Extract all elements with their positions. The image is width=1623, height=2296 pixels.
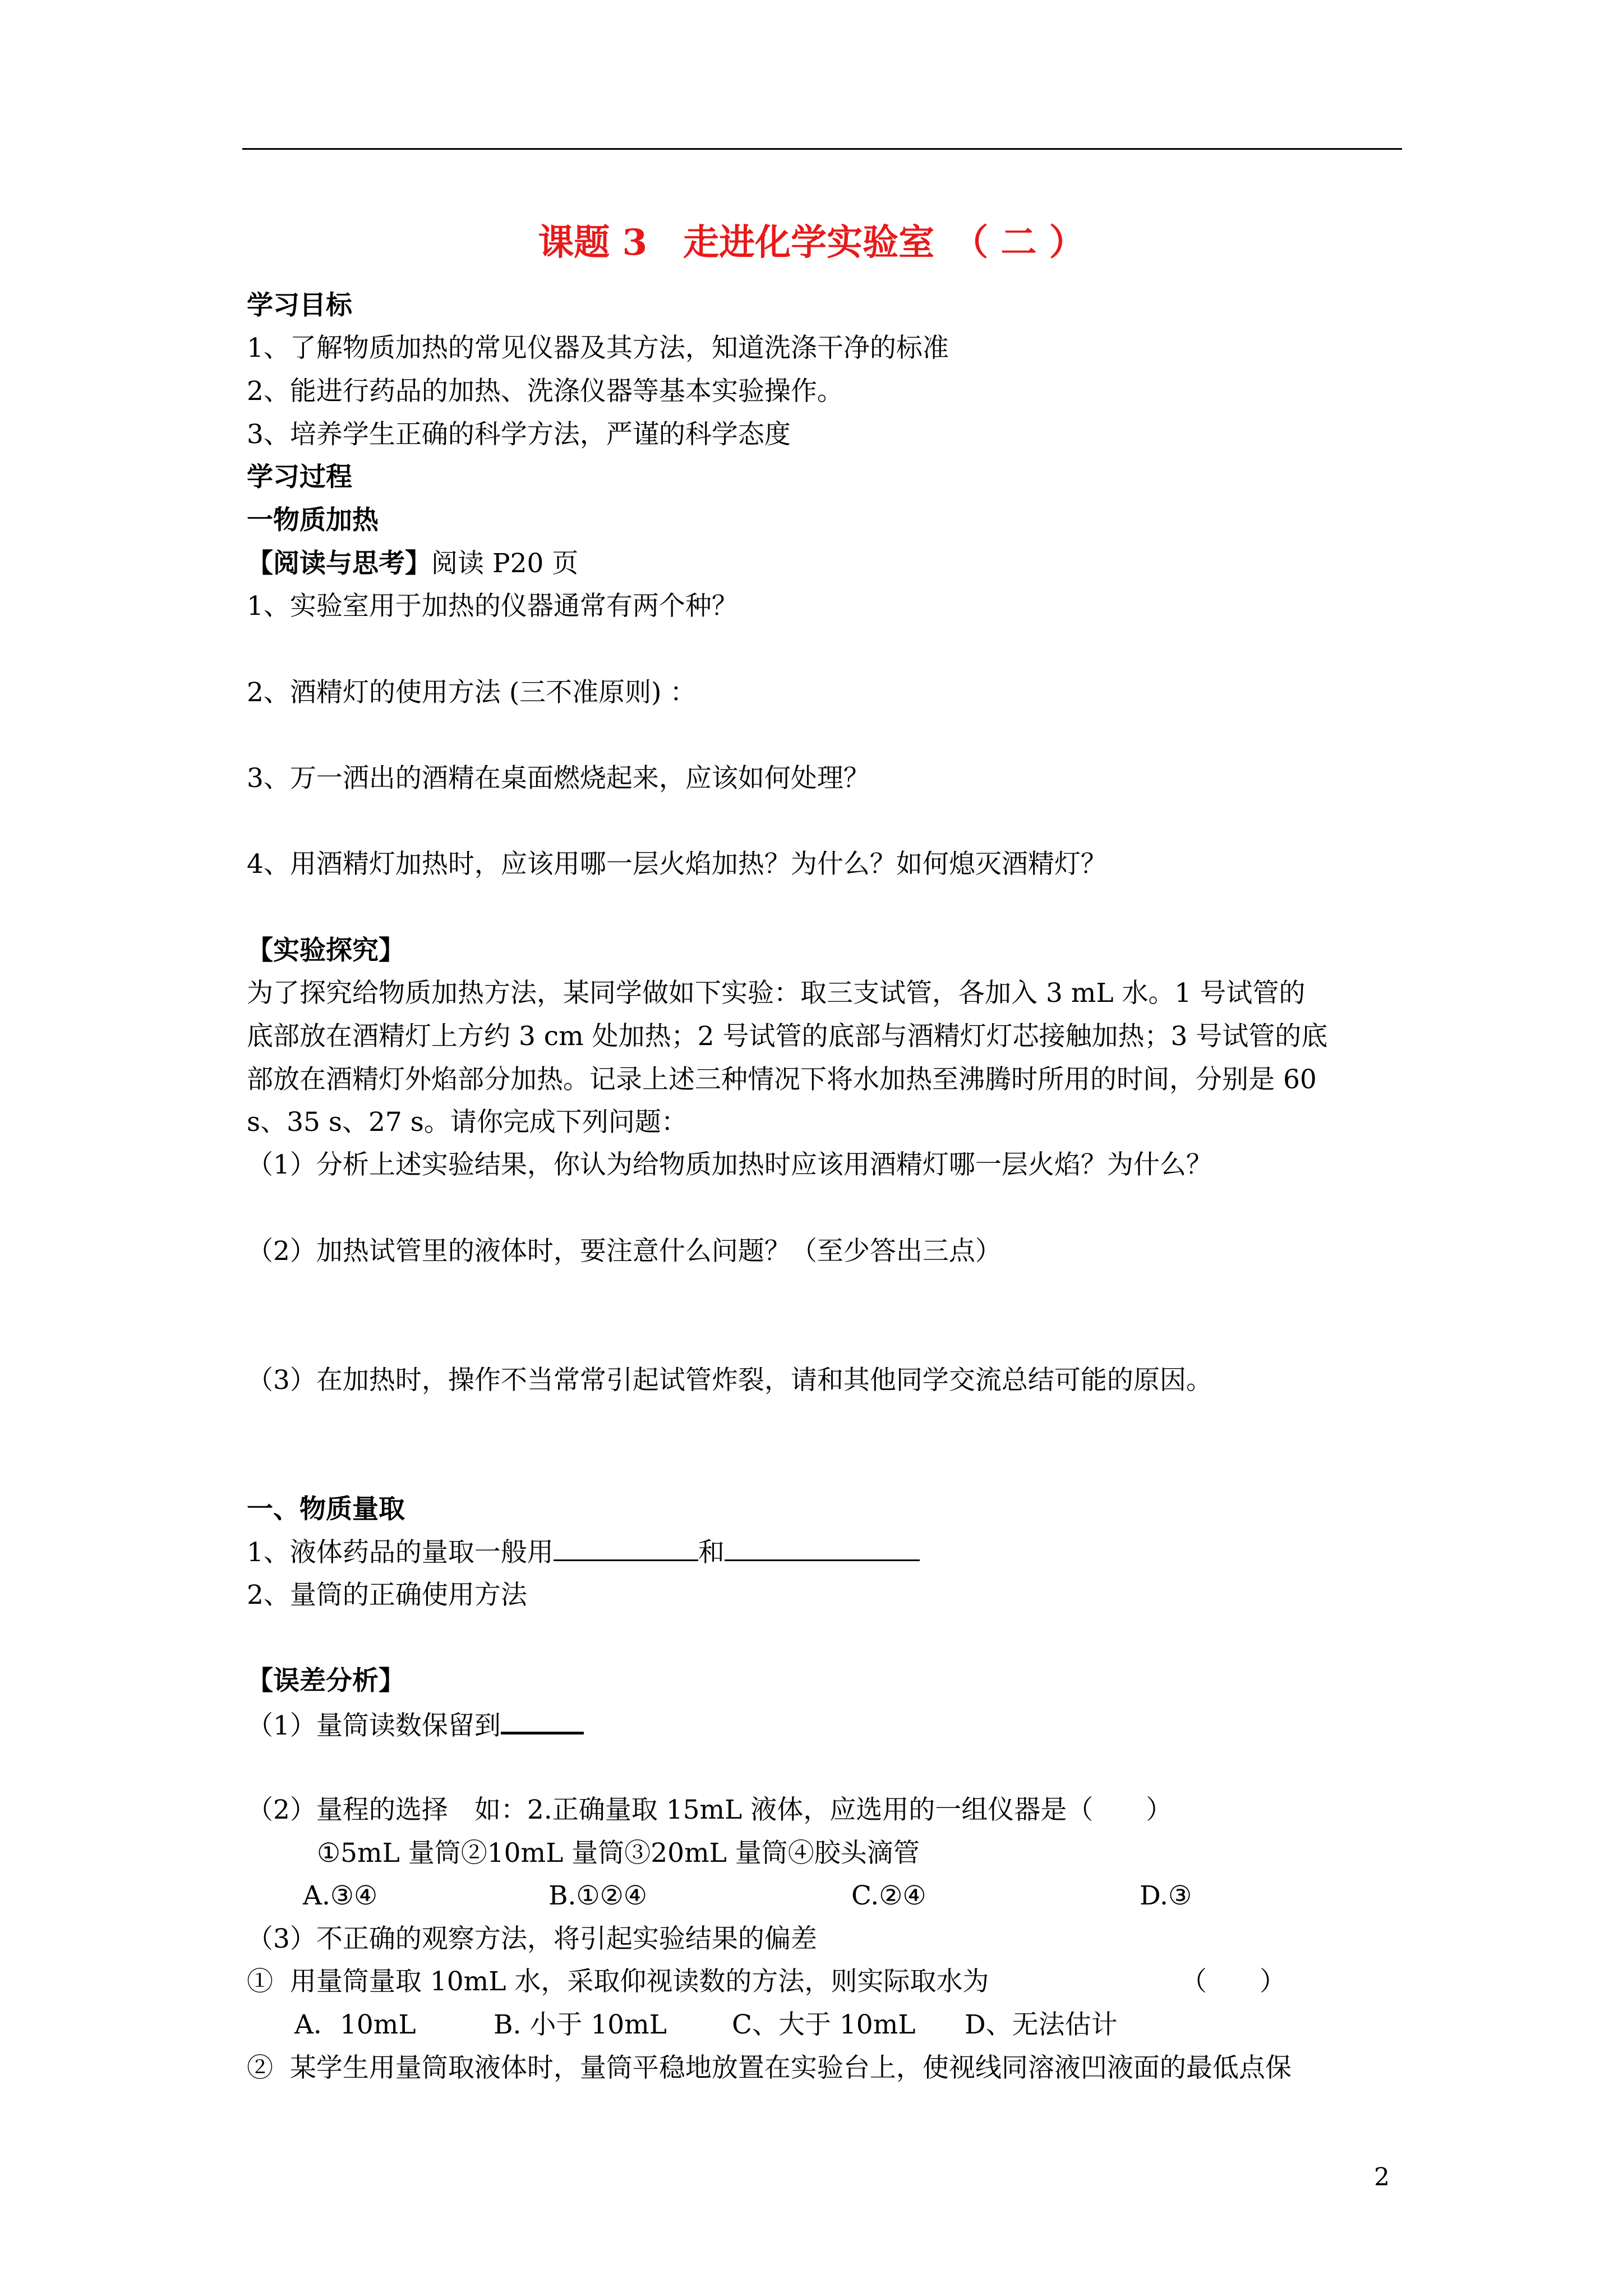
header-rule — [242, 148, 1402, 150]
experiment-para-line-2: 底部放在酒精灯上方约 3 cm 处加热；2 号试管的底部与酒精灯灯芯接触加热；3 号试管的底 — [247, 1021, 1328, 1052]
goal-item-3: 3、培养学生正确的科学方法，严谨的科学态度 — [247, 419, 791, 450]
answer-blank-2[interactable] — [725, 1533, 920, 1561]
measure-line-1 — [247, 1533, 920, 1572]
error-question-2-items: ①5mL 量筒②10mL 量筒③20mL 量筒④胶头滴管 — [317, 1838, 920, 1869]
experiment-para-line-3: 部放在酒精灯外焰部分加热。记录上述三种情况下将水加热至沸腾时所用的时间，分别是 60 — [247, 1064, 1317, 1095]
answer-blank-3[interactable] — [501, 1705, 584, 1734]
option-a: A.③④ — [303, 1880, 378, 1911]
experiment-para-line-4: s、35 s、27 s。请你完成下列问题： — [247, 1107, 688, 1138]
error-question-2: （2）量程的选择 如：2.正确量取 15mL 液体，应选用的一组仪器是（ ） — [247, 1795, 1173, 1825]
read-think-label: 【阅读与思考】 — [247, 548, 431, 579]
measure-line-1-and: 和 — [698, 1537, 725, 1568]
goal-item-1: 1、了解物质加热的常见仪器及其方法，知道洗涤干净的标准 — [247, 333, 949, 364]
question-1: 1、实验室用于加热的仪器通常有两个种？ — [247, 591, 738, 622]
measure-heading: 一、物质量取 — [247, 1494, 405, 1525]
read-think-text: 阅读 P20 页 — [431, 548, 579, 579]
experiment-question-2: （2）加热试管里的液体时，要注意什么问题？（至少答出三点） — [247, 1236, 1002, 1267]
sub-question-1-paren: （ ） — [1181, 1966, 1286, 1997]
page-number: 2 — [1374, 2163, 1390, 2192]
option-b: B.①②④ — [548, 1880, 647, 1911]
answer-blank-1[interactable] — [554, 1533, 698, 1561]
measure-line-2: 2、量筒的正确使用方法 — [247, 1580, 527, 1611]
measure-line-1-text: 1、液体药品的量取一般用 — [247, 1537, 554, 1568]
error-question-1-text: （1）量筒读数保留到 — [247, 1710, 501, 1741]
goal-item-2: 2、能进行药品的加热、洗涤仪器等基本实验操作。 — [247, 376, 843, 407]
goals-heading: 学习目标 — [247, 290, 352, 321]
process-heading: 学习过程 — [247, 462, 352, 493]
sub-question-1: ① 用量筒量取 10mL 水，采取仰视读数的方法，则实际取水为 — [247, 1966, 989, 1997]
sub-option-d: D、无法估计 — [965, 2009, 1118, 2040]
sub-option-b: B. 小于 10mL — [494, 2009, 667, 2040]
option-c: C.②④ — [851, 1880, 926, 1911]
experiment-heading: 【实验探究】 — [247, 935, 405, 966]
question-2: 2、酒精灯的使用方法 (三不准原则) ： — [247, 677, 697, 708]
question-3: 3、万一洒出的酒精在桌面燃烧起来，应该如何处理？ — [247, 763, 870, 794]
error-analysis-heading: 【误差分析】 — [247, 1665, 405, 1696]
option-d: D.③ — [1140, 1880, 1192, 1911]
section-heating-heading: 一物质加热 — [247, 505, 379, 536]
sub-option-a: A．10mL — [294, 2009, 416, 2040]
read-think-line — [247, 544, 578, 583]
error-question-3: （3）不正确的观察方法，将引起实验结果的偏差 — [247, 1924, 817, 1954]
error-question-1 — [247, 1705, 584, 1746]
sub-question-2: ② 某学生用量筒取液体时，量筒平稳地放置在实验台上，使视线同溶液凹液面的最低点保 — [247, 2053, 1292, 2083]
experiment-question-1: （1）分析上述实验结果，你认为给物质加热时应该用酒精灯哪一层火焰？为什么？ — [247, 1149, 1212, 1180]
page-title: 课题 3 走进化学实验室 （ 二 ） — [538, 222, 1085, 264]
experiment-question-3: （3）在加热时，操作不当常常引起试管炸裂，请和其他同学交流总结可能的原因。 — [247, 1365, 1212, 1396]
sub-option-c: C、大于 10mL — [732, 2009, 916, 2040]
question-4: 4、用酒精灯加热时，应该用哪一层火焰加热？为什么？如何熄灭酒精灯？ — [247, 849, 1107, 880]
experiment-para-line-1: 为了探究给物质加热方法，某同学做如下实验：取三支试管，各加入 3 mL 水。1 号试管的 — [247, 978, 1306, 1009]
